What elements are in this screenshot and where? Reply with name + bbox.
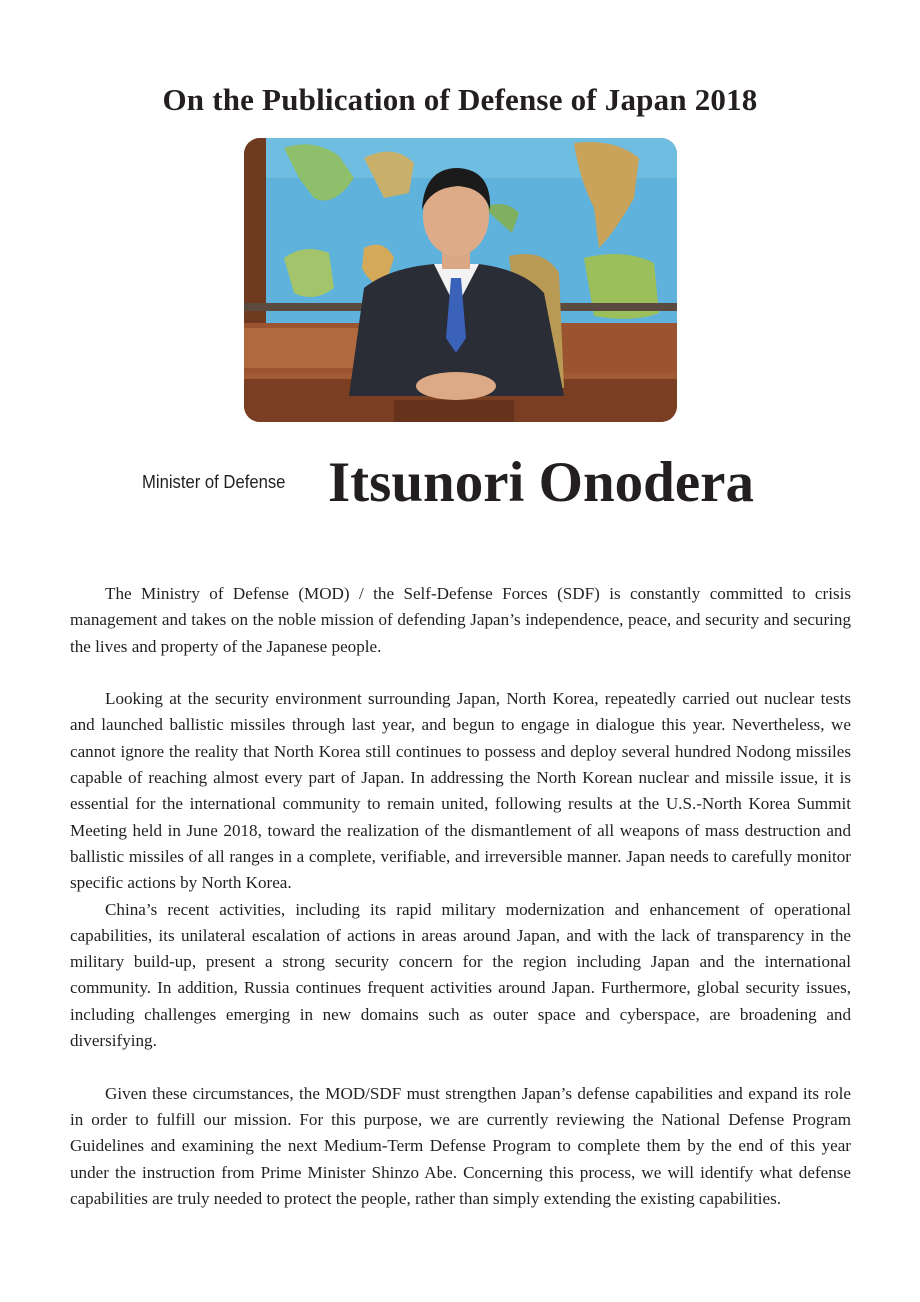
minister-name: Itsunori Onodera (328, 451, 754, 514)
paragraph: China’s recent activities, including its rapid military modernization and enhancement of operational capabilities, its unilateral escalation of actions in areas around Japan, and with the lack of transparency in the military build-up, present a strong security concern for the region including Japan and the international community. In addition, Russia continues frequent activities around Japan. Furthermore, global security issues, including challenges emerging in new domains such as outer space and cyberspace, are broadening and diversifying. (70, 899, 851, 1051)
minister-title: Minister of Defense (142, 471, 286, 492)
minister-photo (244, 138, 677, 422)
message-body (70, 581, 851, 1212)
page-title: On the Publication of Defense of Japan 2018 (162, 82, 758, 117)
paragraph: Looking at the security environment surrounding Japan, North Korea, repeatedly carried out nuclear tests and launched ballistic missiles through last year, and begun to engage in dialogue this year. Nevertheless, we cannot ignore the reality that North Korea still continues to possess and deploy several hundred Nodong missiles capable of reaching almost every part of Japan. In addressing the North Korean nuclear and missile issue, it is essential for the international community to remain united, following results at the U.S.-North Korea Summit Meeting held in June 2018, toward the realization of the dismantlement of all weapons of mass destruction and ballistic missiles of all ranges in a complete, verifiable, and irreversible manner. Japan needs to carefully monitor specific actions by North Korea. (70, 689, 851, 893)
paragraph: Given these circumstances, the MOD/SDF must strengthen Japan’s defense capabilities and expand its role in order to fulfill our mission. For this purpose, we are currently reviewing the National Defense Program Guidelines and examining the next Medium-Term Defense Program to complete them by the end of this year under the instruction from Prime Minister Shinzo Abe. Concerning this process, we will identify what defense capabilities are truly needed to protect the people, rather than simply extending the existing capabilities. (70, 1083, 851, 1208)
paragraph: The Ministry of Defense (MOD) / the Self-Defense Forces (SDF) is constantly committed to crisis management and takes on the noble mission of defending Japan’s independence, peace, and security and securing the lives and property of the Japanese people. (70, 584, 851, 656)
